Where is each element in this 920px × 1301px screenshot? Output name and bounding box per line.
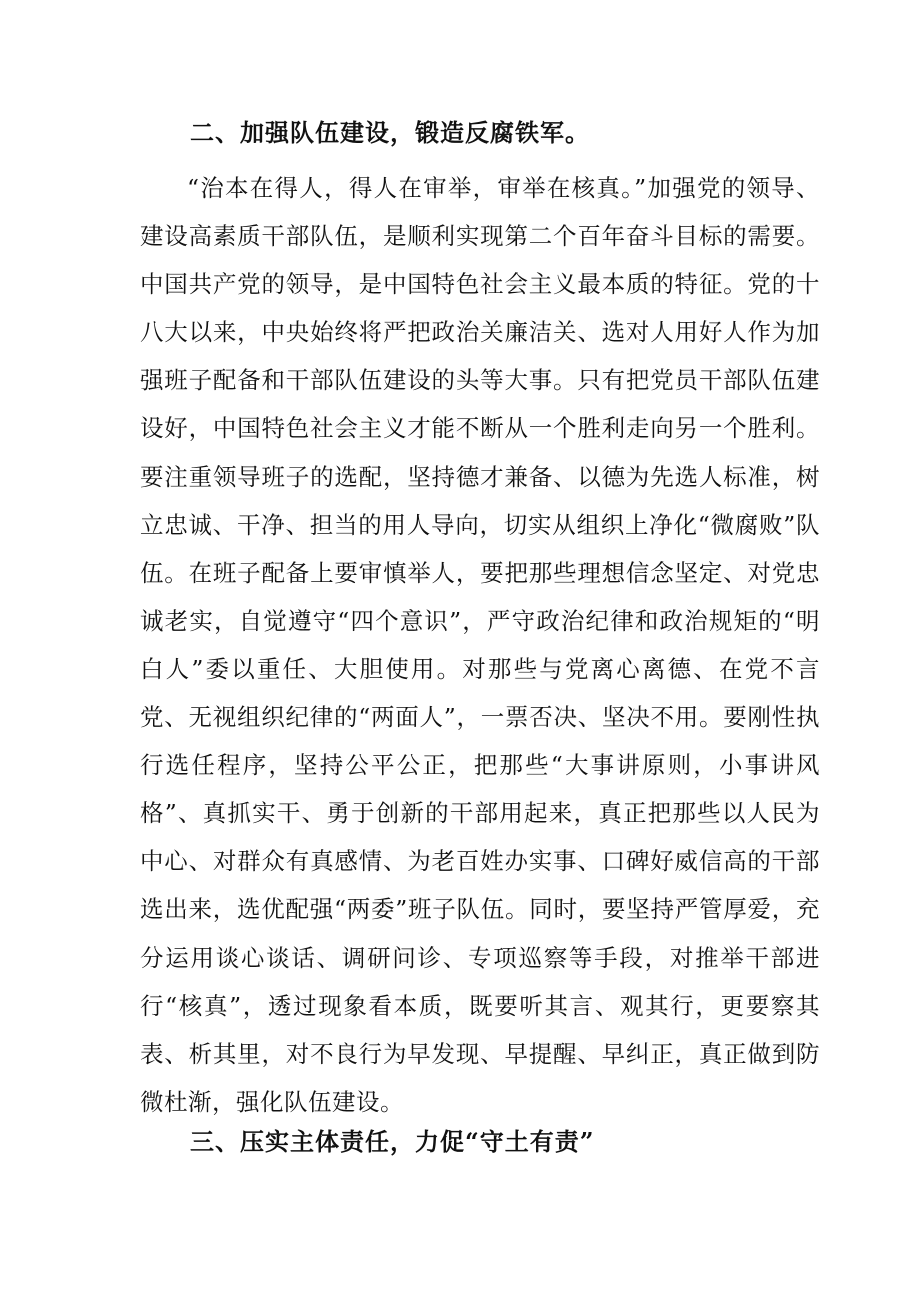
section-paragraph: “治本在得人，得人在审举，审举在核真。”加强党的领导、建设高素质干部队伍，是顺利实现第二个百年奋斗目标的需要。中国共产党的领导，是中国特色社会主义最本质的特征。党的十八大以来，中央始终将严把政治关廉洁关、选对人用好人作为加强班子配备和干部队伍建设的头等大事。只有把党员干部队伍建设好，中国特色社会主义才能不断从一个胜利走向另一个胜利。要注重领导班子的选配，坚持德才兼备、以德为先选人标准，树立忠诚、干净、担当的用人导向，切实从组织上净化“微腐败”队伍。在班子配备上要审慎举人，要把那些理想信念坚定、对党忠诚老实，自觉遵守“四个意识”，严守政治纪律和政治规矩的“明白人”委以重任、大胆使用。对那些与党离心离德、在党不言党、无视组织纪律的“两面人”，一票否决、坚决不用。要刚性执行选任程序，坚持公平公正，把那些“大事讲原则，小事讲风格”、真抓实干、勇于创新的干部用起来，真正把那些以人民为中心、对群众有真感情、为老百姓办实事、口碑好威信高的干部选出来，选优配强“两委”班子队伍。同时，要坚持严管厚爱，充分运用谈心谈话、调研问诊、专项巡察等手段，对推举干部进行“核真”，透过现象看本质，既要听其言、观其行，更要察其表、析其里，对不良行为早发现、早提醒、早纠正，真正做到防微杜渐，强化队伍建设。: [140, 174, 820, 1116]
section-heading-3: 三、压实主体责任，力促“守土有责”: [190, 1127, 595, 1156]
section-heading-2: 二、加强队伍建设，锻造反腐铁军。: [190, 118, 590, 147]
